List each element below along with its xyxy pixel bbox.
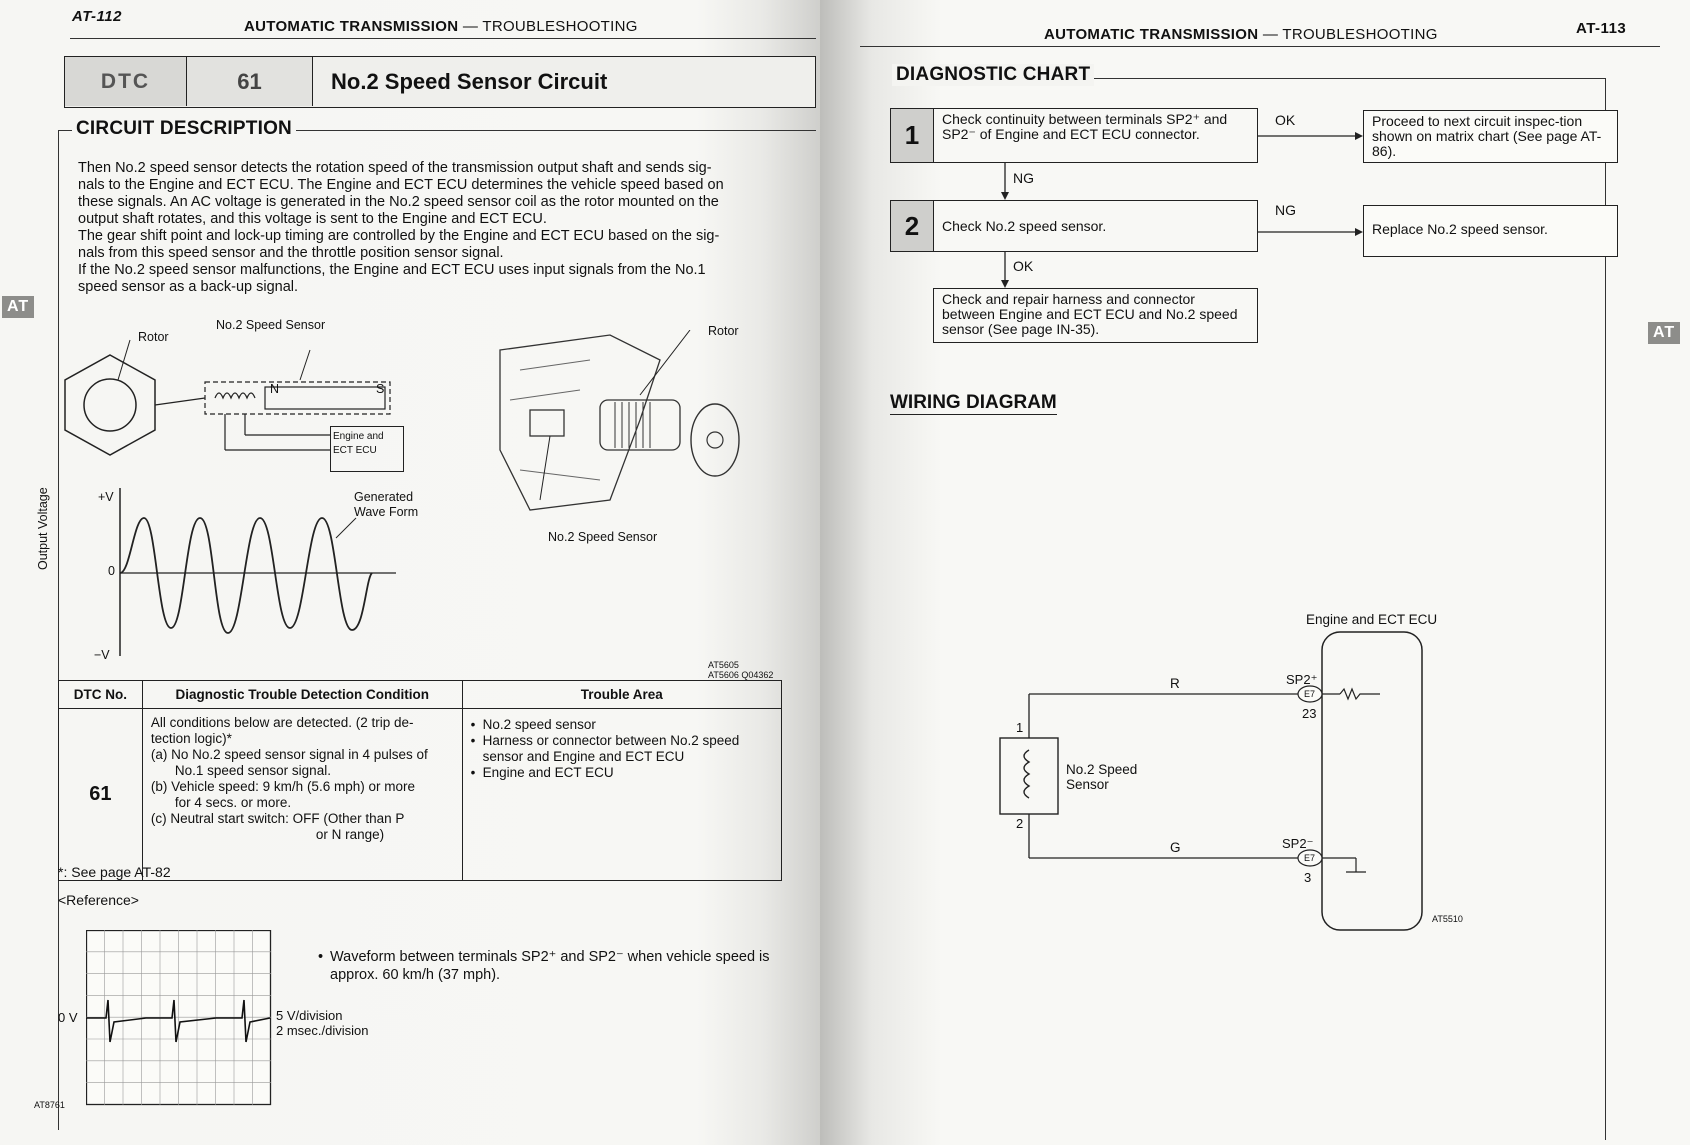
description-line: nals to the Engine and ECT ECU. The Engine and ECT ECU determines the vehicle speed based on — [78, 177, 724, 193]
magnet-s: S — [376, 382, 385, 396]
sensor-outline — [1000, 738, 1058, 814]
step-number: 2 — [890, 200, 934, 252]
right-page — [820, 0, 1690, 1145]
ecu-label: Engine and ECT ECU — [1306, 612, 1438, 627]
sensor-leader — [540, 436, 550, 500]
area-cell — [462, 709, 781, 881]
condition-line: tection logic)* — [150, 731, 232, 746]
condition-line: (b) Vehicle speed: 9 km/h (5.6 mph) or more — [150, 779, 415, 794]
condition-line: All conditions below are detected. (2 trip de- — [150, 715, 414, 730]
header-dash: — — [1262, 26, 1279, 43]
wiring-figure-code: AT5510 — [1432, 914, 1463, 924]
circuit-description-heading: CIRCUIT DESCRIPTION — [72, 118, 296, 140]
sensor-shape — [530, 410, 564, 436]
col-condition: Diagnostic Trouble Detection Condition — [142, 681, 462, 709]
zero-label: 0 — [108, 564, 115, 578]
sensor-label-line: No.2 Speed — [1066, 762, 1138, 777]
header-rule — [70, 38, 816, 39]
description-line: speed sensor as a back-up signal. — [78, 279, 299, 295]
wiring-heading: WIRING DIAGRAM — [890, 392, 1057, 413]
ecu-outline — [1322, 632, 1422, 930]
scope-note — [318, 948, 778, 984]
waveform-curve — [120, 518, 372, 633]
flange — [691, 404, 739, 476]
table-row — [59, 709, 782, 881]
reference-label: <Reference> — [58, 892, 139, 908]
ecu-box — [330, 426, 404, 472]
connector-code: E7 — [1304, 853, 1316, 863]
oscilloscope-grid — [86, 930, 272, 1106]
resistor-icon — [1340, 689, 1380, 699]
header-sub: TROUBLESHOOTING — [1282, 26, 1438, 43]
sp2-plus-label: SP2⁺ — [1286, 672, 1318, 687]
table-header-row — [59, 681, 782, 709]
page-number: AT-112 — [72, 8, 122, 25]
magnet-shape — [265, 387, 385, 409]
ecu-line: ECT ECU — [333, 445, 377, 456]
scope-zero-label: 0 V — [58, 1010, 78, 1025]
side-tab: AT — [1648, 322, 1680, 344]
dtc-value: 61 — [59, 709, 143, 881]
description-line: output shaft rotates, and this voltage is sent to the Engine and ECT ECU. — [78, 211, 547, 227]
ok-label: OK — [1275, 112, 1296, 128]
chart-connectors — [820, 0, 1690, 360]
wave-label-line: Generated — [354, 490, 414, 504]
result-box: Proceed to next circuit inspec-tion shown on matrix chart (See page AT-86). — [1363, 110, 1618, 163]
scope-scale — [276, 1008, 368, 1038]
arrow-head — [1355, 132, 1363, 140]
rotor-right-label: Rotor — [708, 324, 739, 338]
condition-line: No.1 speed sensor signal. — [174, 763, 331, 778]
pin-2: 2 — [1016, 816, 1024, 831]
rotor-shaft — [155, 398, 205, 405]
final-step-text: Check and repair harness and connector between Engine and ECT ECU and No.2 speed sensor (See page IN-35). — [933, 288, 1258, 343]
footnote: *: See page AT-82 — [58, 864, 171, 880]
condition-line: (a) No No.2 speed sensor signal in 4 pulses of — [150, 747, 428, 762]
description-line: these signals. An AC voltage is generated in the No.2 speed sensor coil as the rotor mounted on the — [78, 194, 719, 210]
dtc-title-box — [64, 56, 816, 108]
rotor-shape — [65, 355, 155, 455]
ecu-line: Engine and — [333, 431, 384, 442]
condition-cell — [142, 709, 462, 881]
arrow-head — [1355, 228, 1363, 236]
col-dtc: DTC No. — [59, 681, 143, 709]
ng-label: NG — [1013, 170, 1034, 186]
step-text: Check No.2 speed sensor. — [933, 200, 1258, 252]
area-item: • Engine and ECT ECU — [471, 765, 773, 781]
page-header — [244, 18, 638, 35]
condition-line: (c) Neutral start switch: OFF (Other than P — [150, 811, 405, 826]
sensor-leader — [300, 350, 310, 380]
flange-hub — [707, 432, 723, 448]
pin-1: 1 — [1016, 720, 1024, 735]
wave-leader — [336, 518, 356, 538]
terminal-23: 23 — [1302, 706, 1317, 721]
side-tab: AT — [2, 296, 34, 318]
page-number: AT-113 — [1576, 20, 1627, 37]
ok-label: OK — [1013, 258, 1034, 274]
dtc-label: DTC — [65, 57, 187, 106]
wave-label-line: Wave Form — [354, 505, 419, 519]
dtc-code: 61 — [187, 57, 313, 106]
sensor-right-label: No.2 Speed Sensor — [548, 530, 658, 544]
diagnostic-chart-heading: DIAGNOSTIC CHART — [892, 64, 1094, 86]
sensor-label-line: Sensor — [1066, 777, 1109, 792]
description-line: The gear shift point and lock-up timing are controlled by the Engine and ECT ECU based on the sig- — [78, 228, 720, 244]
header-main: AUTOMATIC TRANSMISSION — [244, 18, 459, 35]
scope-note-text: • Waveform between terminals SP2⁺ and SP2⁻ when vehicle speed is approx. 60 km/h (37 mph). — [318, 948, 778, 984]
figure-code: AT5605 — [708, 660, 739, 670]
condition-line: for 4 secs. or more. — [174, 795, 292, 810]
dtc-title: No.2 Speed Sensor Circuit — [331, 69, 608, 94]
header-main: AUTOMATIC TRANSMISSION — [1044, 26, 1259, 43]
plus-v-label: +V — [98, 490, 114, 504]
header-sub: TROUBLESHOOTING — [482, 18, 638, 35]
figure-code: AT5606 Q04362 — [708, 670, 774, 680]
wiring-diagram — [820, 600, 1690, 940]
sensor-label: No.2 Speed Sensor — [216, 318, 326, 332]
arrow-head — [1001, 280, 1009, 288]
y-axis-label: Output Voltage — [36, 487, 50, 570]
magnet-n: N — [270, 382, 280, 396]
volts-division: 5 V/division — [276, 1008, 343, 1023]
arrow-head — [1001, 192, 1009, 200]
description-line: nals from this speed sensor and the throttle position sensor signal. — [78, 245, 504, 261]
description-line: If the No.2 speed sensor malfunctions, the Engine and ECT ECU uses input signals from the No.1 — [78, 262, 706, 278]
time-division: 2 msec./division — [276, 1023, 369, 1038]
col-area: Trouble Area — [462, 681, 781, 709]
sensor-label — [1066, 762, 1137, 792]
rotor-circle — [84, 379, 136, 431]
area-item: • Harness or connector between No.2 speed sensor and Engine and ECT ECU — [471, 733, 773, 765]
sp2-minus-label: SP2⁻ — [1282, 836, 1314, 851]
header-dash: — — [462, 18, 479, 35]
shaft-housing — [600, 400, 680, 450]
wire-r-label: R — [1170, 676, 1180, 691]
result-box: Replace No.2 speed sensor. — [1363, 205, 1618, 257]
rotor-leader — [640, 330, 690, 395]
connector-code: E7 — [1304, 689, 1316, 699]
terminal-3: 3 — [1304, 870, 1312, 885]
transmission-illustration — [490, 330, 770, 530]
description-text — [78, 160, 798, 296]
step-number: 1 — [890, 108, 934, 163]
wire-g-label: G — [1170, 840, 1181, 855]
sensor-coil — [1024, 750, 1029, 798]
description-line: Then No.2 speed sensor detects the rotation speed of the transmission output shaft and sends sig- — [78, 160, 712, 176]
case-detail — [510, 360, 600, 480]
minus-v-label: −V — [94, 648, 110, 662]
area-item: • No.2 speed sensor — [471, 717, 773, 733]
left-page — [0, 0, 820, 1145]
step-text: Check continuity between terminals SP2⁺ and SP2⁻ of Engine and ECT ECU connector. — [933, 108, 1258, 163]
coil-shape — [215, 393, 255, 398]
rotor-label: Rotor — [138, 330, 169, 344]
wave-label — [354, 490, 418, 520]
ng-label: NG — [1275, 202, 1296, 218]
condition-line: or N range) — [315, 827, 385, 842]
scope-figure-code: AT8761 — [34, 1100, 65, 1110]
dtc-table — [58, 680, 782, 881]
